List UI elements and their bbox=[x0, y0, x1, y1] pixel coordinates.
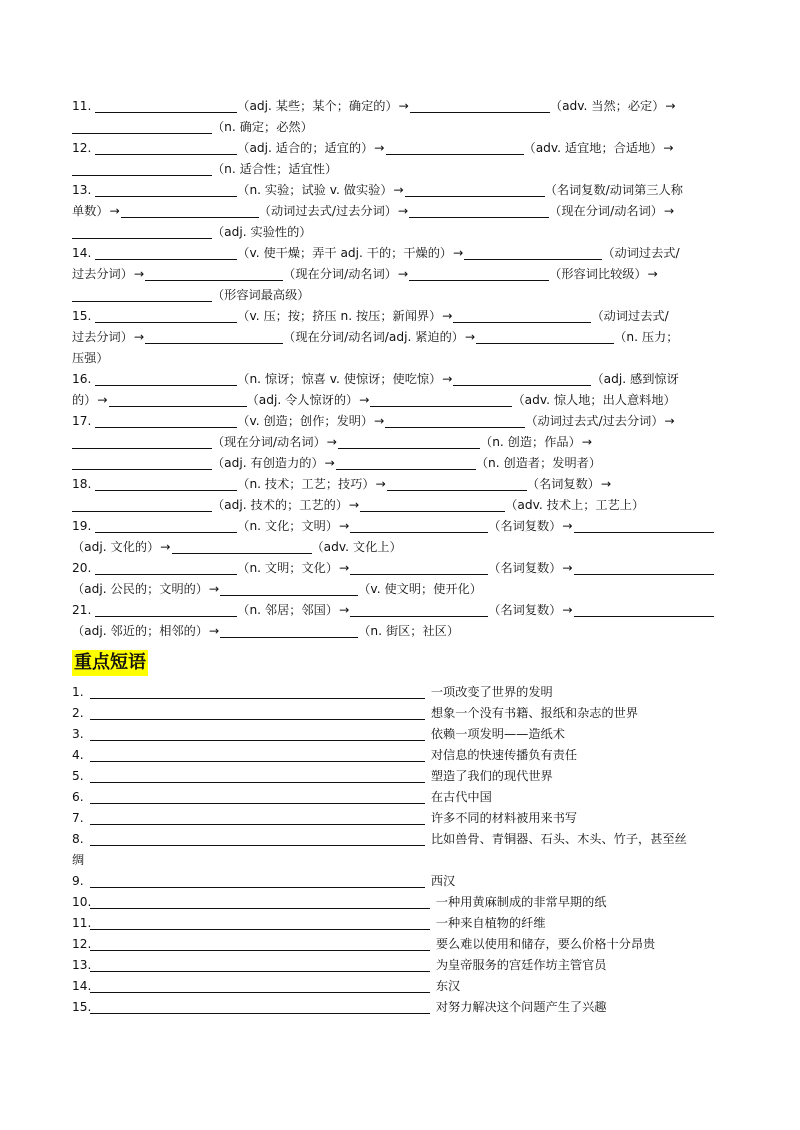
hint: （v. 压；按；挤压 n. 按压；新闻界） bbox=[237, 309, 442, 323]
answer-blank[interactable] bbox=[95, 308, 237, 323]
hint: （形容词比较级） bbox=[549, 267, 647, 281]
answer-blank[interactable] bbox=[574, 560, 714, 575]
answer-blank[interactable] bbox=[72, 434, 212, 449]
phrase-hint: 要么难以使用和储存，要么价格十分昂贵 bbox=[435, 937, 656, 951]
answer-blank[interactable] bbox=[72, 455, 212, 470]
vocab-item-19-cont bbox=[72, 537, 730, 558]
arrow-icon: → bbox=[324, 456, 335, 470]
hint: （动词过去式/ bbox=[591, 309, 669, 323]
vocab-item-13-cont bbox=[72, 201, 730, 222]
item-number: 10. bbox=[72, 895, 92, 909]
phrase-item-12 bbox=[72, 934, 730, 955]
hint: （动词过去式/ bbox=[602, 246, 680, 260]
answer-blank[interactable] bbox=[109, 392, 247, 407]
phrase-item-7 bbox=[72, 808, 730, 829]
phrase-item-15 bbox=[72, 997, 730, 1018]
arrow-icon: → bbox=[133, 330, 145, 344]
arrow-icon: → bbox=[442, 372, 453, 386]
hint: （adv. 当然；必定） bbox=[549, 99, 665, 113]
answer-blank[interactable] bbox=[385, 413, 525, 428]
hint: （n. 技术；工艺；技巧） bbox=[237, 477, 375, 491]
answer-blank[interactable] bbox=[95, 182, 237, 197]
answer-blank[interactable] bbox=[476, 329, 614, 344]
arrow-icon: → bbox=[665, 99, 676, 113]
hint: （adj. 有创造力的） bbox=[212, 456, 324, 470]
answer-blank[interactable] bbox=[121, 203, 259, 218]
vocab-item-11-cont bbox=[72, 117, 730, 138]
hint: （名词复数） bbox=[488, 519, 562, 533]
arrow-icon: → bbox=[339, 603, 350, 617]
arrow-icon: → bbox=[453, 246, 464, 260]
hint: （n. 实验；试验 v. 做实验） bbox=[237, 183, 393, 197]
phrase-hint: 东汉 bbox=[435, 979, 461, 993]
item-number: 4. bbox=[72, 748, 84, 762]
answer-blank[interactable] bbox=[220, 581, 358, 596]
item-number: 16. bbox=[72, 372, 92, 386]
item-number: 13. bbox=[72, 183, 92, 197]
vocab-item-19 bbox=[72, 516, 730, 537]
hint: （v. 使干燥；弄干 adj. 干的；干燥的） bbox=[237, 246, 453, 260]
answer-blank[interactable] bbox=[72, 497, 212, 512]
item-number: 12. bbox=[72, 141, 92, 155]
arrow-icon: → bbox=[397, 267, 409, 281]
item-number: 2. bbox=[72, 706, 84, 720]
phrase-hint: 绸 bbox=[72, 853, 85, 867]
item-number: 5. bbox=[72, 769, 84, 783]
item-number: 8. bbox=[72, 832, 84, 846]
answer-blank[interactable] bbox=[405, 182, 545, 197]
vocab-item-15 bbox=[72, 306, 730, 327]
arrow-icon: → bbox=[600, 477, 612, 491]
answer-blank[interactable] bbox=[220, 623, 358, 638]
answer-blank[interactable] bbox=[386, 140, 524, 155]
phrase-item-5 bbox=[72, 766, 730, 787]
vocab-item-20 bbox=[72, 558, 730, 579]
arrow-icon: → bbox=[393, 183, 404, 197]
vocab-item-12 bbox=[72, 138, 730, 159]
hint: （adj. 文化的） bbox=[72, 540, 160, 554]
vocab-item-14-cont bbox=[72, 264, 730, 285]
answer-blank[interactable] bbox=[90, 768, 425, 783]
answer-blank[interactable] bbox=[90, 873, 425, 888]
arrow-icon: → bbox=[359, 393, 370, 407]
answer-blank[interactable] bbox=[95, 518, 237, 533]
vocab-item-11 bbox=[72, 96, 730, 117]
vocab-item-17 bbox=[72, 411, 730, 432]
answer-blank[interactable] bbox=[90, 810, 425, 825]
item-number: 6. bbox=[72, 790, 84, 804]
vocab-item-15-cont2 bbox=[72, 348, 730, 369]
answer-blank[interactable] bbox=[409, 203, 549, 218]
arrow-icon: → bbox=[397, 204, 409, 218]
answer-blank[interactable] bbox=[453, 371, 591, 386]
hint: （名词复数） bbox=[526, 477, 600, 491]
phrase-item-8 bbox=[72, 829, 730, 850]
phrase-item-3 bbox=[72, 724, 730, 745]
phrase-item-11 bbox=[72, 913, 730, 934]
item-number: 11. bbox=[72, 99, 92, 113]
answer-blank[interactable] bbox=[72, 287, 212, 302]
answer-blank[interactable] bbox=[72, 224, 212, 239]
item-number: 18. bbox=[72, 477, 92, 491]
hint: （n. 惊讶；惊喜 v. 使惊讶；使吃惊） bbox=[237, 372, 442, 386]
arrow-icon: → bbox=[160, 540, 171, 554]
item-number: 14. bbox=[72, 979, 92, 993]
answer-blank[interactable] bbox=[464, 245, 602, 260]
arrow-icon: → bbox=[398, 99, 409, 113]
item-number: 7. bbox=[72, 811, 84, 825]
hint: （n. 街区；社区） bbox=[358, 624, 460, 638]
answer-blank[interactable] bbox=[90, 789, 425, 804]
hint: 单数） bbox=[72, 204, 109, 218]
arrow-icon: → bbox=[133, 267, 145, 281]
hint: （n. 创造；作品） bbox=[480, 435, 581, 449]
arrow-icon: → bbox=[374, 414, 385, 428]
hint: （adj. 实验性的） bbox=[212, 225, 312, 239]
phrase-hint: 许多不同的材料被用来书写 bbox=[430, 811, 578, 825]
phrase-item-10 bbox=[72, 892, 730, 913]
phrase-hint: 对信息的快速传播负有责任 bbox=[430, 748, 578, 762]
answer-blank[interactable] bbox=[453, 308, 591, 323]
answer-blank[interactable] bbox=[95, 245, 237, 260]
vocab-item-20-cont bbox=[72, 579, 730, 600]
item-number: 19. bbox=[72, 519, 92, 533]
vocab-item-16 bbox=[72, 369, 730, 390]
answer-blank[interactable] bbox=[95, 602, 237, 617]
hint: （名词复数/动词第三人称 bbox=[544, 183, 683, 197]
vocab-item-17-cont2 bbox=[72, 453, 730, 474]
hint: （n. 邻居；邻国） bbox=[237, 603, 339, 617]
arrow-icon: → bbox=[663, 204, 675, 218]
hint: （adj. 技术的；工艺的） bbox=[212, 498, 349, 512]
phrase-hint: 比如兽骨、青铜器、石头、木头、竹子，甚至丝 bbox=[430, 832, 687, 846]
phrase-item-8-cont bbox=[72, 850, 730, 871]
phrase-item-6 bbox=[72, 787, 730, 808]
answer-blank[interactable] bbox=[350, 518, 488, 533]
arrow-icon: → bbox=[339, 561, 350, 575]
vocab-item-21-cont bbox=[72, 621, 730, 642]
worksheet bbox=[72, 96, 730, 1018]
answer-blank[interactable] bbox=[72, 119, 212, 134]
hint: （v. 创造；创作；发明） bbox=[237, 414, 374, 428]
answer-blank[interactable] bbox=[95, 98, 237, 113]
vocab-item-17-cont bbox=[72, 432, 730, 453]
answer-blank[interactable] bbox=[90, 684, 425, 699]
arrow-icon: → bbox=[581, 435, 593, 449]
phrase-item-1 bbox=[72, 682, 730, 703]
answer-blank[interactable] bbox=[360, 497, 505, 512]
vocab-item-13 bbox=[72, 180, 730, 201]
hint: （adj. 公民的；文明的） bbox=[72, 582, 209, 596]
phrase-item-9 bbox=[72, 871, 730, 892]
answer-blank[interactable] bbox=[90, 999, 430, 1014]
hint: （现在分词/动名词） bbox=[283, 267, 397, 281]
answer-blank[interactable] bbox=[95, 140, 237, 155]
arrow-icon: → bbox=[339, 519, 350, 533]
arrow-icon: → bbox=[647, 267, 658, 281]
arrow-icon: → bbox=[562, 519, 573, 533]
hint: （n. 适合性；适宜性） bbox=[212, 162, 338, 176]
answer-blank[interactable] bbox=[338, 434, 480, 449]
answer-blank[interactable] bbox=[336, 455, 476, 470]
answer-blank[interactable] bbox=[95, 476, 237, 491]
phrase-hint: 一种用黄麻制成的非常早期的纸 bbox=[435, 895, 607, 909]
phrase-item-2 bbox=[72, 703, 730, 724]
answer-blank[interactable] bbox=[409, 266, 549, 281]
hint: （adv. 技术上；工艺上） bbox=[505, 498, 645, 512]
answer-blank[interactable] bbox=[95, 560, 237, 575]
hint: （动词过去式/过去分词） bbox=[258, 204, 397, 218]
hint: （n. 创造者；发明者） bbox=[475, 456, 602, 470]
section-heading-wrap bbox=[72, 642, 730, 682]
answer-blank[interactable] bbox=[145, 329, 283, 344]
item-number: 15. bbox=[72, 309, 92, 323]
hint: （n. 压力； bbox=[614, 330, 679, 344]
hint: （v. 使文明；使开化） bbox=[358, 582, 482, 596]
arrow-icon: → bbox=[464, 330, 476, 344]
answer-blank[interactable] bbox=[72, 161, 212, 176]
vocab-item-12-cont bbox=[72, 159, 730, 180]
arrow-icon: → bbox=[374, 141, 385, 155]
phrase-item-4 bbox=[72, 745, 730, 766]
answer-blank[interactable] bbox=[172, 539, 312, 554]
answer-blank[interactable] bbox=[90, 915, 430, 930]
answer-blank[interactable] bbox=[410, 98, 550, 113]
arrow-icon: → bbox=[109, 204, 120, 218]
hint: （adv. 适宜地；合适地） bbox=[523, 141, 663, 155]
answer-blank[interactable] bbox=[90, 705, 425, 720]
answer-blank[interactable] bbox=[90, 894, 430, 909]
answer-blank[interactable] bbox=[350, 560, 488, 575]
hint: （n. 确定；必然） bbox=[212, 120, 313, 134]
arrow-icon: → bbox=[375, 477, 386, 491]
arrow-icon: → bbox=[209, 624, 220, 638]
hint: （adj. 某些；某个；确定的） bbox=[237, 99, 398, 113]
vocab-item-18 bbox=[72, 474, 730, 495]
answer-blank[interactable] bbox=[145, 266, 283, 281]
hint: 过去分词） bbox=[72, 267, 133, 281]
hint: （现在分词/动名词/adj. 紧迫的） bbox=[283, 330, 464, 344]
section-title: 重点短语 bbox=[72, 650, 148, 676]
item-number: 12. bbox=[72, 937, 92, 951]
hint: （名词复数） bbox=[488, 561, 562, 575]
arrow-icon: → bbox=[209, 582, 220, 596]
hint: 过去分词） bbox=[72, 330, 133, 344]
answer-blank[interactable] bbox=[574, 602, 714, 617]
answer-blank[interactable] bbox=[90, 978, 430, 993]
hint: （adj. 邻近的；相邻的） bbox=[72, 624, 209, 638]
arrow-icon: → bbox=[349, 498, 360, 512]
vocab-item-13-cont2 bbox=[72, 222, 730, 243]
item-number: 17. bbox=[72, 414, 92, 428]
arrow-icon: → bbox=[663, 141, 674, 155]
phrase-hint: 想象一个没有书籍、报纸和杂志的世界 bbox=[430, 706, 639, 720]
answer-blank[interactable] bbox=[90, 831, 425, 846]
phrase-item-14 bbox=[72, 976, 730, 997]
answer-blank[interactable] bbox=[95, 413, 237, 428]
answer-blank[interactable] bbox=[90, 747, 425, 762]
item-number: 13. bbox=[72, 958, 92, 972]
phrase-hint: 对努力解决这个问题产生了兴趣 bbox=[435, 1000, 607, 1014]
item-number: 9. bbox=[72, 874, 84, 888]
answer-blank[interactable] bbox=[350, 602, 488, 617]
vocab-item-16-cont bbox=[72, 390, 730, 411]
arrow-icon: → bbox=[442, 309, 453, 323]
item-number: 1. bbox=[72, 685, 84, 699]
answer-blank[interactable] bbox=[90, 936, 430, 951]
phrase-hint: 一种来自植物的纤维 bbox=[435, 916, 546, 930]
arrow-icon: → bbox=[97, 393, 108, 407]
arrow-icon: → bbox=[562, 603, 573, 617]
arrow-icon: → bbox=[562, 561, 573, 575]
answer-blank[interactable] bbox=[90, 726, 425, 741]
item-number: 20. bbox=[72, 561, 92, 575]
item-number: 3. bbox=[72, 727, 84, 741]
arrow-icon: → bbox=[664, 414, 675, 428]
item-number: 11. bbox=[72, 916, 92, 930]
hint: （动词过去式/过去分词） bbox=[525, 414, 664, 428]
answer-blank[interactable] bbox=[574, 518, 714, 533]
vocab-item-14-cont2 bbox=[72, 285, 730, 306]
hint: （名词复数） bbox=[488, 603, 562, 617]
answer-blank[interactable] bbox=[370, 392, 512, 407]
vocab-item-15-cont bbox=[72, 327, 730, 348]
hint: （现在分词/动名词） bbox=[549, 204, 663, 218]
hint: （形容词最高级） bbox=[212, 288, 310, 302]
phrase-hint: 塑造了我们的现代世界 bbox=[430, 769, 553, 783]
phrase-hint: 一项改变了世界的发明 bbox=[430, 685, 553, 699]
phrase-hint: 为皇帝服务的宫廷作坊主管官员 bbox=[435, 958, 607, 972]
item-number: 21. bbox=[72, 603, 92, 617]
hint: （adj. 适合的；适宜的） bbox=[237, 141, 374, 155]
phrase-item-13 bbox=[72, 955, 730, 976]
arrow-icon: → bbox=[326, 435, 338, 449]
hint: （adv. 文化上） bbox=[311, 540, 402, 554]
vocab-item-14 bbox=[72, 243, 730, 264]
answer-blank[interactable] bbox=[95, 371, 237, 386]
hint: 压强） bbox=[72, 351, 109, 365]
hint: （n. 文化；文明） bbox=[237, 519, 339, 533]
hint: （n. 文明；文化） bbox=[237, 561, 339, 575]
vocab-item-21 bbox=[72, 600, 730, 621]
phrase-hint: 在古代中国 bbox=[430, 790, 492, 804]
hint: （adj. 感到惊讶 bbox=[591, 372, 679, 386]
hint: （现在分词/动名词） bbox=[212, 435, 326, 449]
hint: （adj. 令人惊讶的） bbox=[246, 393, 359, 407]
answer-blank[interactable] bbox=[90, 957, 430, 972]
item-number: 14. bbox=[72, 246, 92, 260]
item-number: 15. bbox=[72, 1000, 92, 1014]
phrase-hint: 依赖一项发明——造纸术 bbox=[430, 727, 565, 741]
vocab-item-18-cont bbox=[72, 495, 730, 516]
answer-blank[interactable] bbox=[387, 476, 527, 491]
phrase-hint: 西汉 bbox=[430, 874, 456, 888]
hint: （adv. 惊人地；出人意料地） bbox=[512, 393, 676, 407]
hint: 的） bbox=[72, 393, 97, 407]
